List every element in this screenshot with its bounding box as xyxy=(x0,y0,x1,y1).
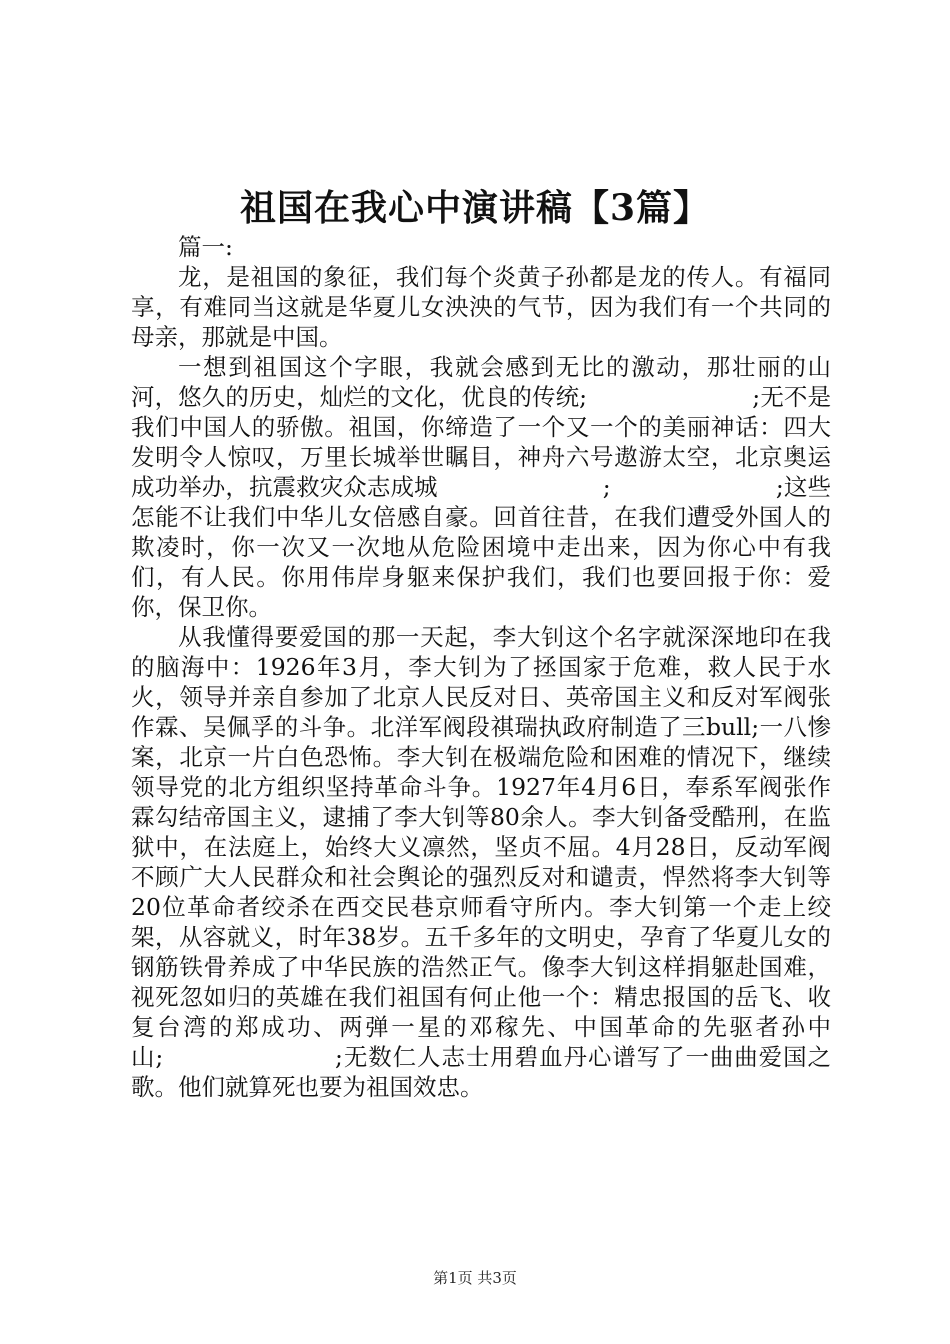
document-title: 祖国在我心中演讲稿【3篇】 xyxy=(239,187,711,229)
page-footer: 第1页 共3页 xyxy=(433,1269,517,1287)
document-body xyxy=(131,232,831,1102)
section-heading: 篇一: xyxy=(178,233,233,261)
paragraph-2: 一想到祖国这个字眼，我就会感到无比的激动，那壮丽的山河，悠久的历史，灿烂的文化，优良的传统; ;无不是我们中国人的骄傲。祖国，你缔造了一个又一个的美丽神话：四大发明令人惊叹，万里长城举世瞩目，神舟六号遨游太空，北京奥运成功举办，抗震救灾众志成城 ; ;这些怎能不让我们中华儿女倍感自豪。回首往昔，在我们遭受外国人的欺凌时，你一次又一次地从危险困境中走出来，因为你心中有我们，有人民。你用伟岸身躯来保护我们，我们也要回报于你：爱你，保卫你。 xyxy=(131,353,831,621)
paragraph-3: 从我懂得要爱国的那一天起，李大钊这个名字就深深地印在我的脑海中：1926年3月，李大钊为了拯国家于危难，救人民于水火，领导并亲自参加了北京人民反对日、英帝国主义和反对军阀张作霖、吴佩孚的斗争。北洋军阀段祺瑞执政府制造了三bull;一八惨案，北京一片白色恐怖。李大钊在极端危险和困难的情况下，继续领导党的北方组织坚持革命斗争。1927年4月6日，奉系军阀张作霖勾结帝国主义，逮捕了李大钊等80余人。李大钊备受酷刑，在监狱中，在法庭上，始终大义凛然，坚贞不屈。4月28日，反动军阀不顾广大人民群众和社会舆论的强烈反对和谴责，悍然将李大钊等20位革命者绞杀在西交民巷京师看守所内。李大钊第一个走上绞架，从容就义，时年38岁。五千多年的文明史，孕育了华夏儿女的钢筋铁骨养成了中华民族的浩然正气。像李大钊这样捐躯赴国难，视死忽如归的英雄在我们祖国有何止他一个：精忠报国的岳飞、收复台湾的郑成功、两弹一星的邓稼先、中国革命的先驱者孙中山; ;无数仁人志士用碧血丹心谱写了一曲曲爱国之歌。他们就算死也要为祖国效忠。 xyxy=(131,623,831,1101)
paragraph-1: 龙，是祖国的象征，我们每个炎黄子孙都是龙的传人。有福同享，有难同当这就是华夏儿女泱泱的气节，因为我们有一个共同的母亲，那就是中国。 xyxy=(131,263,831,351)
